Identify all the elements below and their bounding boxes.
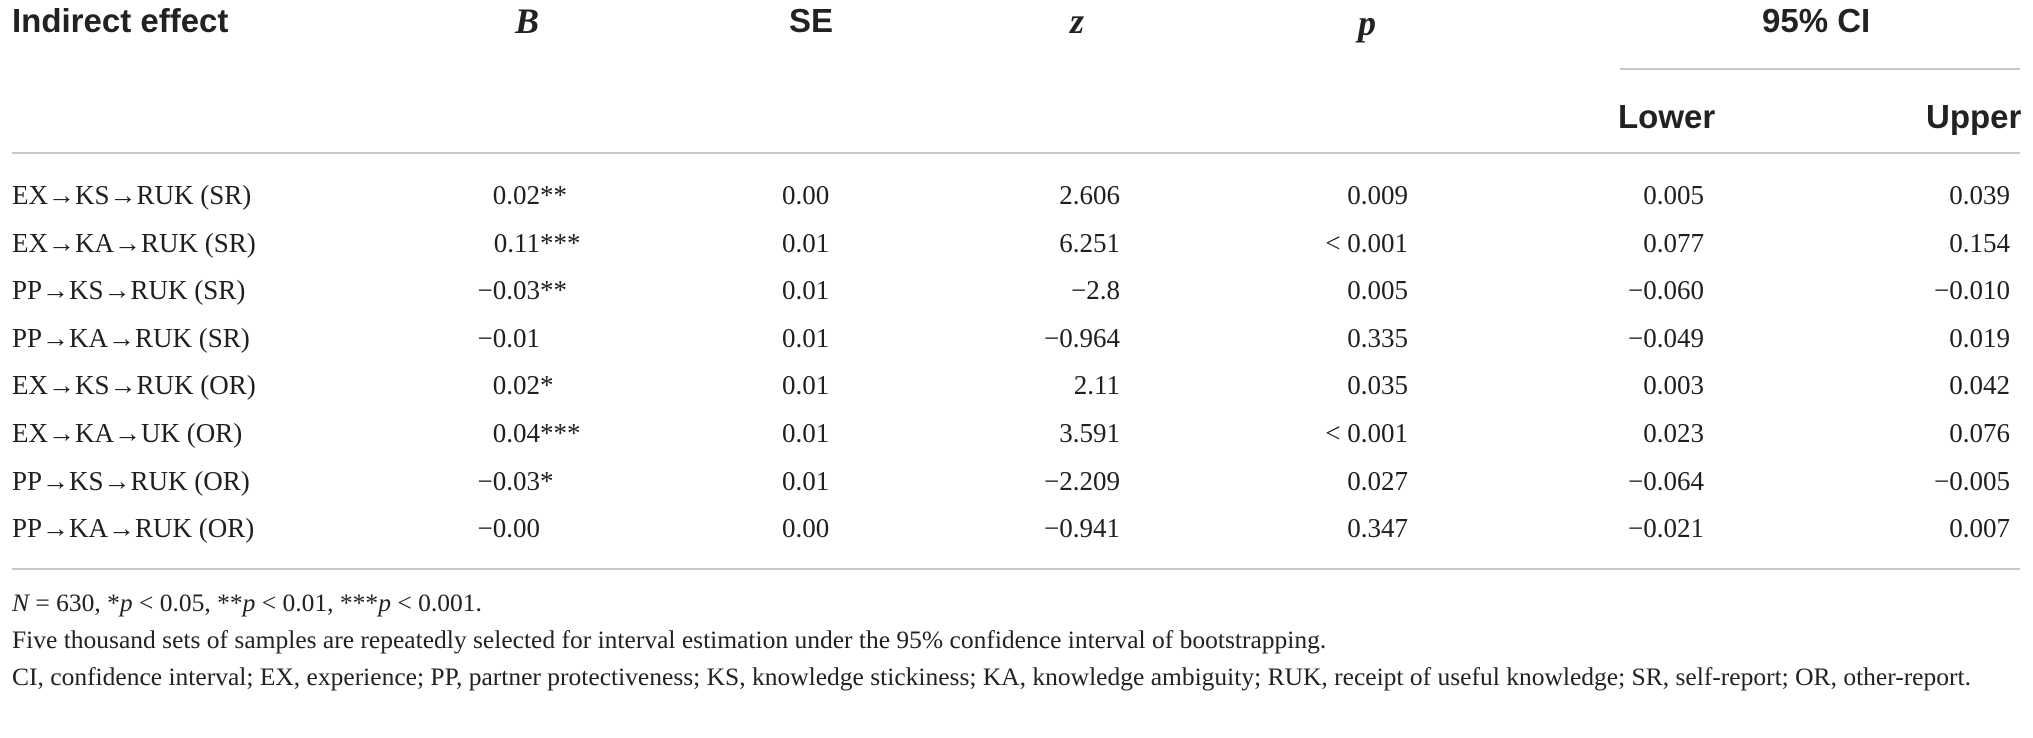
cell-p: < 0.001 — [1325, 417, 1408, 448]
cell-lower: 0.023 — [1643, 417, 1704, 448]
cell-effect: EX→KA→UK (OR) — [12, 417, 243, 448]
cell-p: < 0.001 — [1325, 227, 1408, 258]
cell-lower: −0.064 — [1628, 465, 1704, 496]
header-upper: Upper — [1926, 98, 2022, 135]
table-row — [0, 220, 2033, 268]
cell-z: 2.606 — [1059, 180, 1120, 210]
cell-z: −0.964 — [1044, 322, 1120, 353]
cell-effect: PP→KS→RUK (SR) — [12, 275, 246, 306]
cell-se: 0.00 — [782, 180, 830, 210]
table-row — [0, 505, 2033, 553]
cell-b: 0.04*** — [492, 417, 581, 448]
cell-se: 0.01 — [782, 227, 830, 258]
cell-upper: −0.005 — [1934, 465, 2010, 496]
cell-z: −2.209 — [1044, 465, 1120, 496]
cell-se: 0.01 — [782, 417, 830, 448]
cell-se: 0.01 — [782, 370, 830, 401]
cell-p: 0.335 — [1347, 322, 1408, 353]
cell-upper: −0.010 — [1934, 275, 2010, 306]
cell-upper: 0.076 — [1949, 417, 2010, 448]
cell-se: 0.01 — [782, 465, 830, 496]
cell-b: 0.02* — [492, 370, 554, 401]
cell-b: 0.11*** — [493, 227, 581, 258]
cell-effect: EX→KS→RUK (SR) — [12, 180, 252, 210]
cell-lower: 0.003 — [1643, 370, 1704, 401]
cell-effect: PP→KA→RUK (SR) — [12, 322, 250, 353]
cell-lower: 0.077 — [1643, 227, 1704, 258]
header-ci: 95% CI — [1762, 2, 1871, 39]
table-row — [0, 410, 2033, 458]
cell-b: 0.02** — [492, 180, 567, 210]
cell-b: −0.01 — [477, 322, 540, 353]
header-b: B — [515, 1, 540, 41]
cell-lower: −0.049 — [1628, 322, 1704, 353]
header-rule — [12, 152, 2020, 154]
cell-upper: 0.007 — [1949, 513, 2010, 544]
cell-upper: 0.042 — [1949, 370, 2010, 401]
table-footnotes — [12, 584, 2022, 695]
cell-z: 2.11 — [1073, 370, 1120, 401]
cell-p: 0.005 — [1347, 275, 1408, 306]
header-lower: Lower — [1618, 98, 1716, 135]
footnote-significance: N = 630, *p < 0.05, **p < 0.01, ***p < 0.001. — [12, 588, 482, 617]
cell-p: 0.035 — [1347, 370, 1408, 401]
cell-p: 0.009 — [1347, 180, 1408, 210]
cell-lower: −0.060 — [1628, 275, 1704, 306]
cell-p: 0.027 — [1347, 465, 1408, 496]
cell-b: −0.03* — [477, 465, 554, 496]
cell-lower: 0.005 — [1643, 180, 1704, 210]
cell-effect: EX→KS→RUK (OR) — [12, 370, 256, 401]
table-row — [0, 267, 2033, 315]
footnote-abbreviations: CI, confidence interval; EX, experience; PP, partner protectiveness; KS, knowledge stickiness; KA, knowledge ambiguity; RUK, receipt of useful knowledge; SR, self-report; OR, other-report. — [12, 662, 1971, 691]
cell-se: 0.00 — [782, 513, 830, 544]
cell-upper: 0.019 — [1949, 322, 2010, 353]
ci-underline — [1620, 68, 2020, 70]
cell-effect: PP→KA→RUK (OR) — [12, 513, 255, 544]
cell-effect: EX→KA→RUK (SR) — [12, 227, 256, 258]
cell-upper: 0.039 — [1949, 180, 2010, 210]
cell-z: −0.941 — [1044, 513, 1120, 544]
table-row — [0, 458, 2033, 506]
table-row — [0, 172, 2033, 220]
cell-b: −0.03** — [477, 275, 567, 306]
cell-se: 0.01 — [782, 322, 830, 353]
cell-p: 0.347 — [1347, 513, 1408, 544]
header-p: p — [1358, 3, 1376, 43]
table-row — [0, 315, 2033, 363]
cell-b: −0.00 — [477, 513, 540, 544]
cell-z: 6.251 — [1059, 227, 1120, 258]
cell-z: −2.8 — [1071, 275, 1120, 306]
header-se: SE — [789, 2, 834, 39]
cell-upper: 0.154 — [1949, 227, 2010, 258]
table-body — [0, 172, 2033, 553]
cell-se: 0.01 — [782, 275, 830, 306]
footnote-bootstrap: Five thousand sets of samples are repeatedly selected for interval estimation under the 95% confidence interval of bootstrapping. — [12, 625, 1327, 654]
cell-lower: −0.021 — [1628, 513, 1704, 544]
header-z: z — [1070, 1, 1085, 41]
header-indirect-effect: Indirect effect — [12, 2, 229, 39]
table-bottom-rule — [12, 568, 2020, 570]
cell-z: 3.591 — [1059, 417, 1120, 448]
table-row — [0, 362, 2033, 410]
table-header — [0, 0, 2033, 152]
cell-effect: PP→KS→RUK (OR) — [12, 465, 250, 496]
